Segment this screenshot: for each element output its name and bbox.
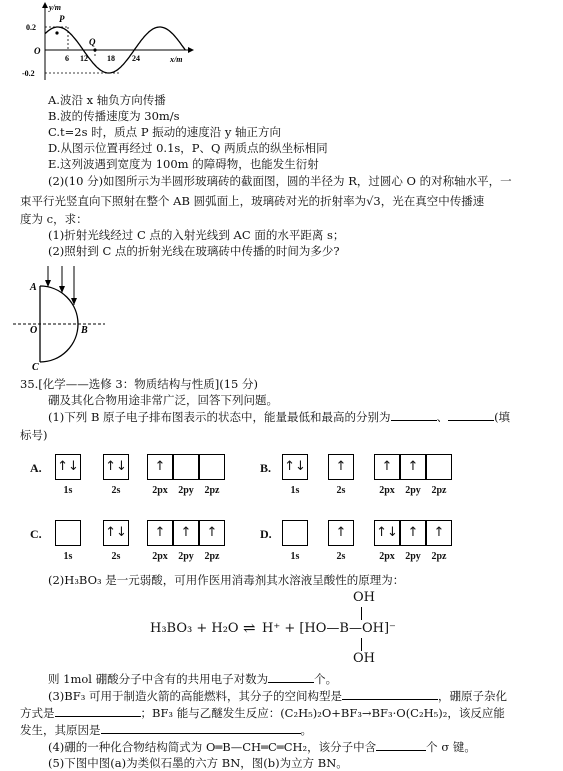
orbital-b-label-2s: 2s [336, 485, 346, 496]
sqrt3: √3 [366, 194, 381, 208]
q35-p4-b: 个 σ 键。 [426, 740, 476, 754]
orbital-d-2py: ↑ [400, 520, 426, 546]
eq-top-bond [361, 607, 362, 620]
origin-label: O [34, 46, 41, 56]
q2-sub2: (2)照射到 C 点的折射光线在玻璃砖中传播的时间为多少? [48, 244, 340, 258]
label-c: C [32, 362, 39, 373]
answer-blank-sigma-bonds[interactable] [376, 750, 426, 751]
orbital-c-2px: ↑ [147, 520, 173, 546]
q35-p3-b: ，硼原子杂化 [437, 689, 507, 703]
q35-p1-b: (填 [494, 410, 511, 424]
q35-title: 35.[化学——选修 3：物质结构与性质](15 分) [20, 377, 258, 391]
orbital-a-label-2pz: 2pz [204, 485, 220, 496]
orbital-a-2pz [199, 454, 225, 480]
option-c: C.t=2s 时，质点 P 振动的速度沿 y 轴正方向 [48, 125, 282, 139]
orbital-a-label-1s: 1s [63, 485, 73, 496]
x-tick-24: 24 [132, 54, 140, 63]
orbital-a-2s: ↑↓ [103, 454, 129, 480]
orbital-b-2px: ↑ [374, 454, 400, 480]
y-tick-0.2: 0.2 [26, 23, 36, 32]
orbital-d-1s [282, 520, 308, 546]
eq-bottom-bond [361, 638, 362, 651]
q35-p3-d: ；BF₃ 能与乙醚发生反应：(C₂H₅)₂O+BF₃→BF₃·O(C₂H₅)₂，该反应能 [140, 706, 505, 720]
orbital-b-label-1s: 1s [290, 485, 300, 496]
orbital-letter-d: D. [260, 527, 272, 541]
orbital-letter-a: A. [30, 461, 42, 475]
q35-p2-question-b: 个。 [314, 672, 338, 686]
answer-blank-highest[interactable] [448, 420, 494, 421]
orbital-c-2py: ↑ [173, 520, 199, 546]
q35-p2: (2)H₃BO₃ 是一元弱酸，可用作医用消毒剂其水溶液呈酸性的原理为： [48, 573, 405, 587]
point-p [55, 31, 58, 34]
orbital-b-label-2py: 2py [405, 485, 421, 496]
orbital-d-label-2px: 2px [379, 551, 395, 562]
answer-blank-hybridization[interactable] [55, 716, 141, 717]
x-tick-6: 6 [65, 54, 69, 63]
orbital-a-2py [173, 454, 199, 480]
orbital-b-2s: ↑ [328, 454, 354, 480]
orbital-d-2px: ↑↓ [374, 520, 400, 546]
q35-p3-a: (3)BF₃ 可用于制造火箭的高能燃料，其分子的空间构型是 [48, 689, 342, 703]
point-q [93, 48, 96, 51]
eq-arrow: ⇌ [243, 619, 256, 637]
orbital-b-label-2pz: 2pz [431, 485, 447, 496]
orbital-c-2s: ↑↓ [103, 520, 129, 546]
q35-p3-e: 发生，其原因是 [20, 723, 101, 737]
orbital-d-label-2py: 2py [405, 551, 421, 562]
y-axis-label: y/m [49, 3, 61, 12]
q35-intro: 硼及其化合物用途非常广泛，回答下列问题。 [48, 393, 278, 407]
answer-blank-geometry[interactable] [342, 699, 438, 700]
option-b: B.波的传播速度为 30m/s [48, 109, 180, 123]
q35-p3-line1 [48, 689, 507, 703]
answer-blank-lowest[interactable] [391, 420, 437, 421]
orbital-a-2px: ↑ [147, 454, 173, 480]
q35-p3-line3 [20, 723, 312, 737]
orbital-c-label-2pz: 2pz [204, 551, 220, 562]
eq-top-oh: OH [353, 590, 375, 605]
orbital-letter-c: C. [30, 527, 42, 541]
q2-line2-a: 束平行光竖直向下照射在整个 AB 圆弧面上，玻璃砖对光的折射率为 [20, 194, 367, 208]
orbital-b-1s: ↑↓ [282, 454, 308, 480]
orbital-b-2pz [426, 454, 452, 480]
q2-line2 [20, 194, 484, 208]
x-tick-12: 12 [80, 54, 88, 63]
orbital-b-2py: ↑ [400, 454, 426, 480]
orbital-d-2pz: ↑ [426, 520, 452, 546]
label-q: Q [89, 37, 96, 47]
semicircle-figure [10, 262, 120, 374]
q2-line3: 度为 c，求： [20, 212, 88, 226]
orbital-b-label-2px: 2px [379, 485, 395, 496]
answer-blank-electron-pairs[interactable] [268, 682, 314, 683]
orbital-a-1s: ↑↓ [55, 454, 81, 480]
q2-line2-b: ，光在真空中传播速 [380, 194, 485, 208]
option-e: E.这列波遇到宽度为 100m 的障碍物，也能发生衍射 [48, 157, 319, 171]
q35-p3-c: 方式是 [20, 706, 55, 720]
x-axis-label: x/m [170, 55, 183, 64]
label-b: B [81, 325, 88, 336]
eq-bottom-oh: OH [353, 651, 375, 666]
orbital-c-label-2py: 2py [178, 551, 194, 562]
orbital-a-label-2py: 2py [178, 485, 194, 496]
label-p: P [59, 14, 65, 24]
label-o: O [30, 325, 38, 336]
q35-p2-question-a: 则 1mol 硼酸分子中含有的共用电子对数为 [48, 672, 269, 686]
orbital-d-label-2s: 2s [336, 551, 346, 562]
orbital-d-label-1s: 1s [290, 551, 300, 562]
eq-right: H⁺ + [HO—B—OH]⁻ [262, 621, 396, 636]
orbital-a-label-2px: 2px [152, 485, 168, 496]
option-d: D.从图示位置再经过 0.1s，P、Q 两质点的纵坐标相同 [48, 141, 328, 155]
orbital-c-label-2px: 2px [152, 551, 168, 562]
q35-p2-question [48, 672, 337, 686]
q35-p4-a: (4)硼的一种化合物结构简式为 O═B—CH═C═CH₂，该分子中含 [48, 740, 377, 754]
orbital-c-label-1s: 1s [63, 551, 73, 562]
label-a: A [30, 282, 37, 293]
orbital-c-label-2s: 2s [111, 551, 121, 562]
x-axis-arrow [188, 47, 194, 53]
q35-p1-sep: 、 [436, 410, 449, 424]
orbital-a-label-2s: 2s [111, 485, 121, 496]
eq-left: H₃BO₃ + H₂O [150, 621, 239, 636]
orbital-c-2pz: ↑ [199, 520, 225, 546]
x-tick-18: 18 [107, 54, 115, 63]
option-a: A.波沿 x 轴负方向传播 [48, 93, 166, 107]
q35-p1-a: (1)下列 B 原子电子排布图表示的状态中，能量最低和最高的分别为 [48, 410, 391, 424]
y-axis-arrow [42, 2, 48, 8]
q35-p3-line2 [20, 706, 505, 720]
y-tick-neg-0.2: -0.2 [22, 69, 35, 78]
orbital-c-1s [55, 520, 81, 546]
q35-p3-f: 。 [300, 723, 312, 737]
wave-graph [20, 0, 200, 82]
q2-sub1: (1)折射光线经过 C 点的入射光线到 AC 面的水平距离 s； [48, 228, 345, 242]
q35-p4 [48, 740, 476, 754]
q35-p5: (5)下图中图(a)为类似石墨的六方 BN，图(b)为立方 BN。 [48, 756, 348, 770]
q35-p1-c: 标号) [20, 428, 48, 442]
q2-line1: (2)(10 分)如图所示为半圆形玻璃砖的截面图，圆的半径为 R，过圆心 O 的对称轴水平，一 [48, 174, 512, 188]
orbital-letter-b: B. [260, 461, 272, 475]
equation-block [150, 588, 410, 670]
orbital-d-2s: ↑ [328, 520, 354, 546]
answer-blank-reason[interactable] [101, 733, 301, 734]
q35-p1 [48, 410, 510, 424]
orbital-d-label-2pz: 2pz [431, 551, 447, 562]
